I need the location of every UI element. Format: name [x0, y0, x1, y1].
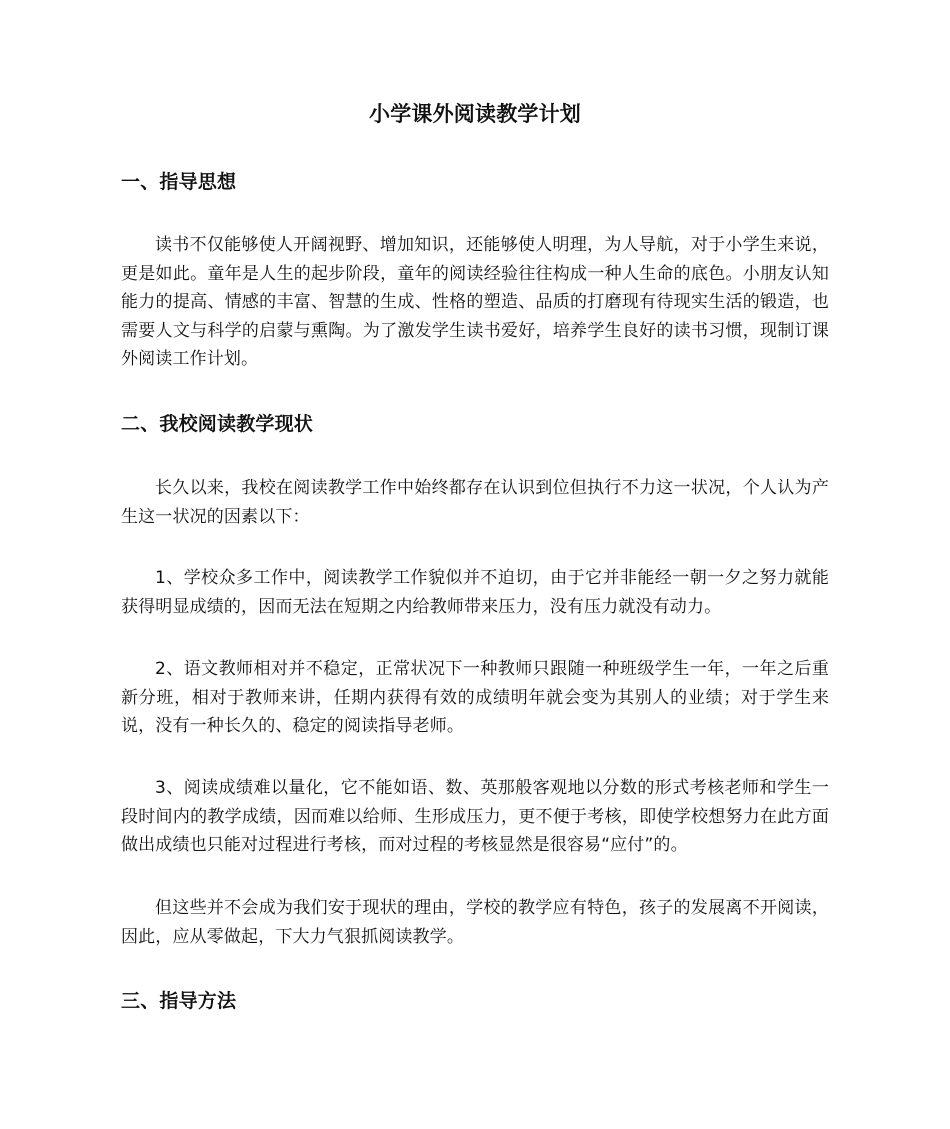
- paragraph-status-reason-2: 2、语文教师相对并不稳定，正常状况下一种教师只跟随一种班级学生一年，一年之后重新分班，相对于教师来讲，任期内获得有效的成绩明年就会变为其别人的业绩；对于学生来说，没有一种长久的、稳定的阅读指导老师。: [121, 659, 829, 737]
- paragraph-guiding-ideology: 读书不仅能够使人开阔视野、增加知识，还能够使人明理，为人导航，对于小学生来说，更是如此。童年是人生的起步阶段，童年的阅读经验往往构成一种人生命的底色。小朋友认知能力的提高、情感的丰富、智慧的生成、性格的塑造、品质的打磨现有待现实生活的锻造，也需要人文与科学的启蒙与熏陶。为了激发学生读书爱好，培养学生良好的读书习惯，现制订课外阅读工作计划。: [121, 235, 829, 370]
- paragraph-status-reason-3: 3、阅读成绩难以量化，它不能如语、数、英那般客观地以分数的形式考核老师和学生一段时间内的教学成绩，因而难以给师、生形成压力，更不便于考核，即使学校想努力在此方面做出成绩也只能对过程进行考核，而对过程的考核显然是很容易“应付”的。: [121, 778, 829, 856]
- paragraph-status-conclusion: 但这些并不会成为我们安于现状的理由，学校的教学应有特色，孩子的发展离不开阅读，因此，应从零做起，下大力气狠抓阅读教学。: [121, 898, 829, 947]
- paragraph-status-reason-1: 1、学校众多工作中，阅读教学工作貌似并不迫切，由于它并非能经一朝一夕之努力就能获得明显成绩的，因而无法在短期之内给教师带来压力，没有压力就没有动力。: [121, 568, 829, 617]
- section-heading-guidance-methods: 三、指导方法: [121, 990, 237, 1012]
- section-heading-current-status: 二、我校阅读教学现状: [121, 413, 314, 435]
- section-heading-guiding-ideology: 一、指导思想: [121, 171, 237, 193]
- paragraph-status-intro: 长久以来，我校在阅读教学工作中始终都存在认识到位但执行不力这一状况，个人认为产生这一状况的因素以下：: [121, 478, 829, 527]
- document-title: 小学课外阅读教学计划: [369, 102, 581, 126]
